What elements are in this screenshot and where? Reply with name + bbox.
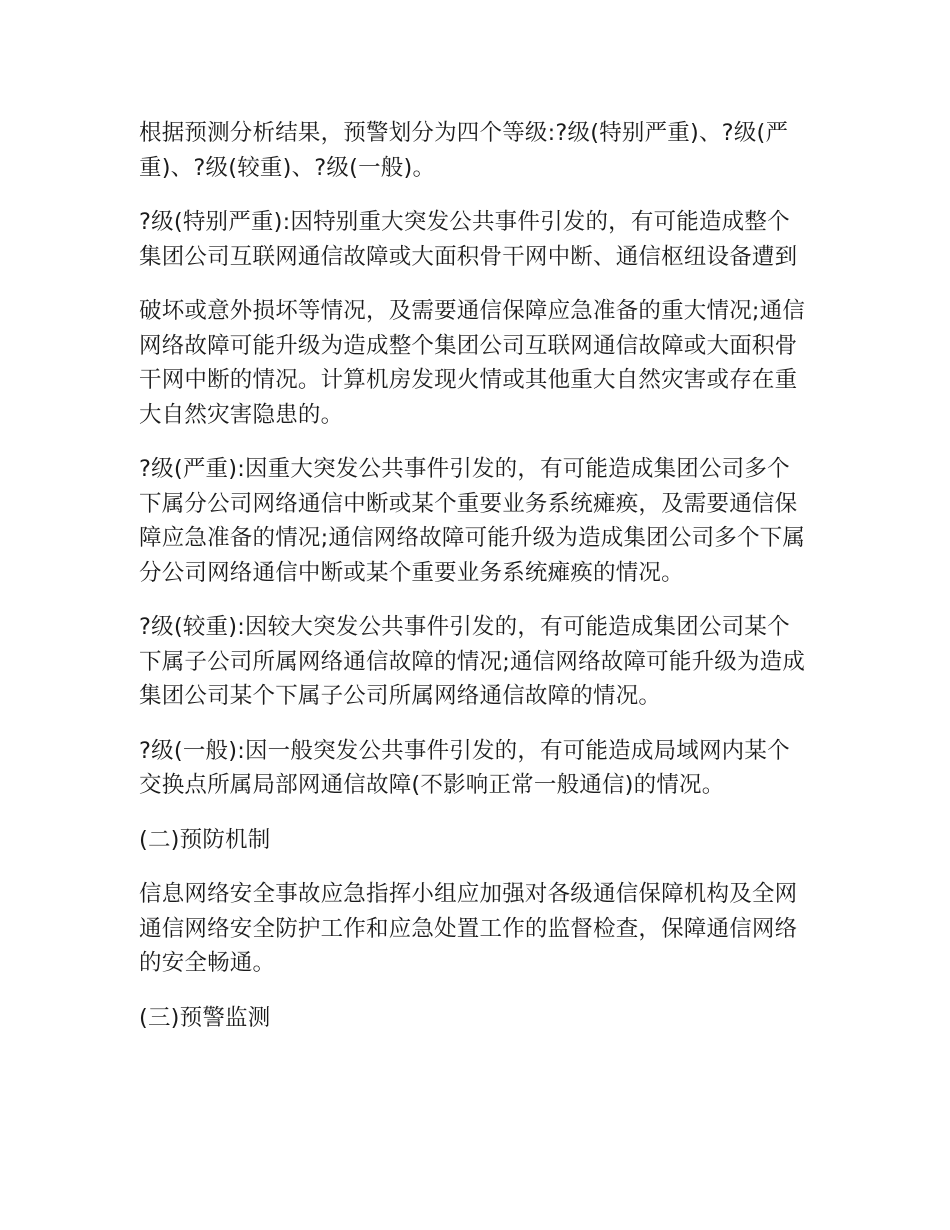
paragraph-level-1: ?级(特别严重):因特别重大突发公共事件引发的，有可能造成整个集团公司互联网通信故障或大面积骨干网中断、通信枢纽设备遭到 xyxy=(139,209,798,270)
paragraph-level-4: ?级(一般):因一般突发公共事件引发的，有可能造成局域网内某个交换点所属局部网通信故障(不影响正常一般通信)的情况。 xyxy=(139,737,790,798)
section-heading-monitoring: (三)预警监测 xyxy=(139,1004,271,1031)
document-page xyxy=(139,116,811,1055)
paragraph-prevention: 信息网络安全事故应急指挥小组应加强对各级通信保障机构及全网通信网络安全防护工作和应急处置工作的监督检查，保障通信网络的安全畅通。 xyxy=(139,881,798,976)
section-heading-prevention: (二)预防机制 xyxy=(139,826,271,853)
paragraph-level-1-continued: 破坏或意外损坏等情况，及需要通信保障应急准备的重大情况;通信网络故障可能升级为造成整个集团公司互联网通信故障或大面积骨干网中断的情况。计算机房发现火情或其他重大自然灾害或存在重大自然灾害隐患的。 xyxy=(139,298,806,428)
paragraph-level-3: ?级(较重):因较大突发公共事件引发的，有可能造成集团公司某个下属子公司所属网络通信故障的情况;通信网络故障可能升级为造成集团公司某个下属子公司所属网络通信故障的情况。 xyxy=(139,614,806,709)
paragraph-level-2: ?级(严重):因重大突发公共事件引发的，有可能造成集团公司多个下属分公司网络通信中断或某个重要业务系统瘫痪，及需要通信保障应急准备的情况;通信网络故障可能升级为造成集团公司多个下属分公司网络通信中断或某个重要业务系统瘫痪的情况。 xyxy=(139,456,806,586)
paragraph-warning-levels: 根据预测分析结果，预警划分为四个等级:?级(特别严重)、?级(严重)、?级(较重)、?级(一般)。 xyxy=(139,120,789,181)
